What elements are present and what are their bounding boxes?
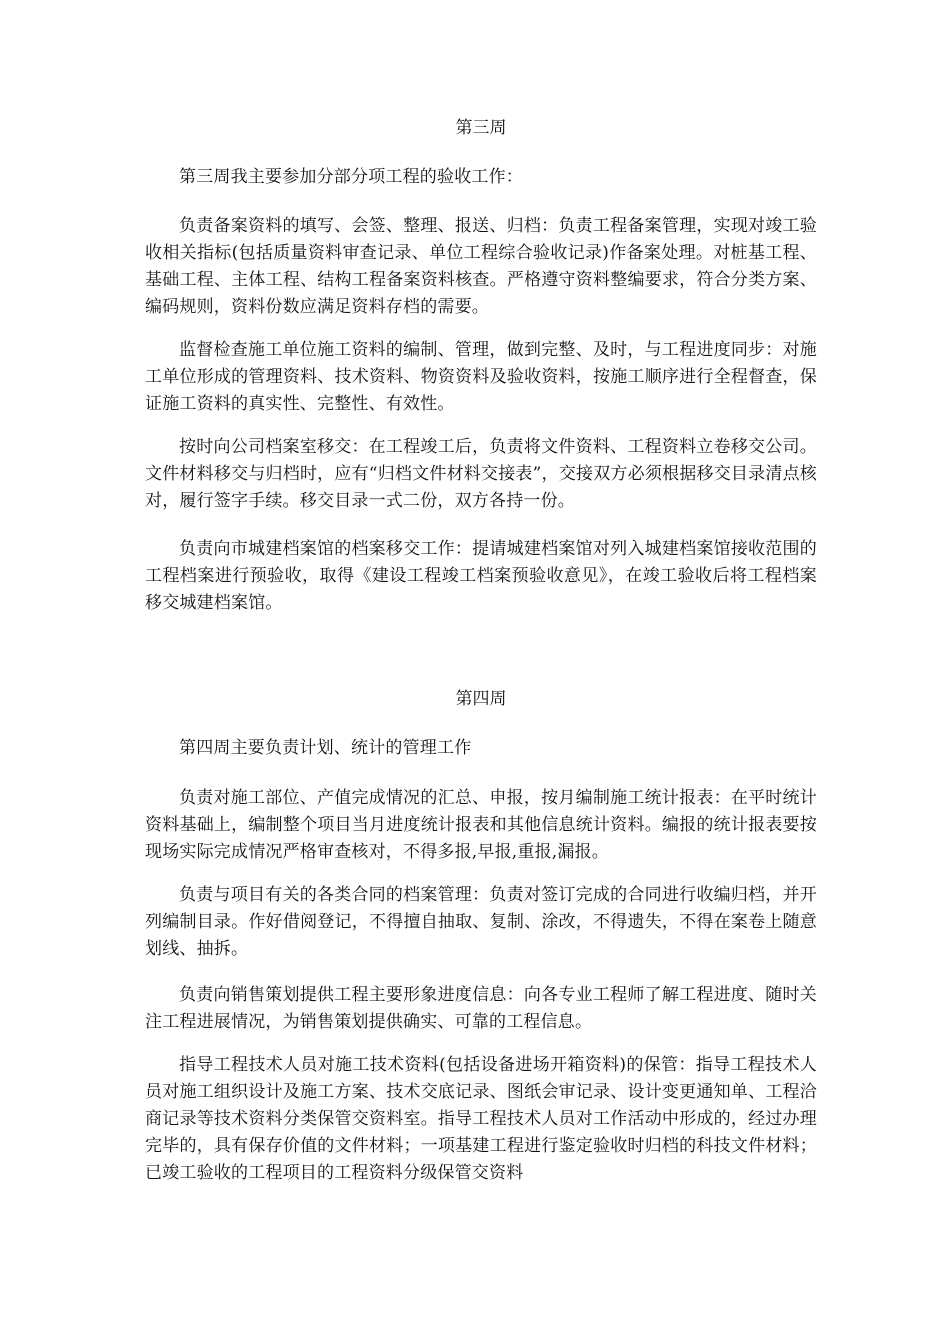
week3-intro: 第三周我主要参加分部分项工程的验收工作： (179, 167, 523, 187)
week3-paragraph-3: 按时向公司档案室移交：在工程竣工后，负责将文件资料、工程资料立卷移交公司。文件材料移交与归档时，应有“归档文件材料交接表”，交接双方必须根据移交目录清点核对，履行签字手续。移交目录一式二份，双方各持一份。 (145, 437, 817, 511)
week4-paragraph-4: 指导工程技术人员对施工技术资料(包括设备进场开箱资料)的保管：指导工程技术人员对施工组织设计及施工方案、技术交底记录、图纸会审记录、设计变更通知单、工程洽商记录等技术资料分类保管交资料室。指导工程技术人员对工作活动中形成的，经过办理完毕的，具有保存价值的文件材料；一项基建工程进行鉴定验收时归档的科技文件材料；已竣工验收的工程项目的工程资料分级保管交资料 (145, 1055, 817, 1183)
week3-paragraph-1: 负责备案资料的填写、会签、整理、报送、归档：负责工程备案管理，实现对竣工验收相关指标(包括质量资料审查记录、单位工程综合验收记录)作备案处理。对桩基工程、基础工程、主体工程、结构工程备案资料核查。严格遵守资料整编要求，符合分类方案、编码规则，资料份数应满足资料存档的需要。 (145, 216, 817, 317)
week4-title: 第四周 (455, 689, 507, 709)
week4-paragraph-1: 负责对施工部位、产值完成情况的汇总、申报，按月编制施工统计报表：在平时统计资料基础上，编制整个项目当月进度统计报表和其他信息统计资料。编报的统计报表要按现场实际完成情况严格审查核对，不得多报,早报,重报,漏报。 (145, 788, 817, 862)
week4-intro: 第四周主要负责计划、统计的管理工作 (179, 738, 472, 758)
week4-paragraph-2: 负责与项目有关的各类合同的档案管理：负责对签订完成的合同进行收编归档，并开列编制目录。作好借阅登记，不得擅自抽取、复制、涂改，不得遗失，不得在案卷上随意划线、抽拆。 (145, 885, 817, 959)
week3-paragraph-2: 监督检查施工单位施工资料的编制、管理，做到完整、及时，与工程进度同步：对施工单位形成的管理资料、技术资料、物资资料及验收资料，按施工顺序进行全程督查，保证施工资料的真实性、完整性、有效性。 (145, 340, 817, 414)
week4-paragraph-3: 负责向销售策划提供工程主要形象进度信息：向各专业工程师了解工程进度、随时关注工程进展情况，为销售策划提供确实、可靠的工程信息。 (145, 985, 817, 1032)
week3-paragraph-4: 负责向市城建档案馆的档案移交工作：提请城建档案馆对列入城建档案馆接收范围的工程档案进行预验收，取得《建设工程竣工档案预验收意见》，在竣工验收后将工程档案移交城建档案馆。 (145, 539, 817, 613)
week3-title: 第三周 (455, 118, 507, 138)
